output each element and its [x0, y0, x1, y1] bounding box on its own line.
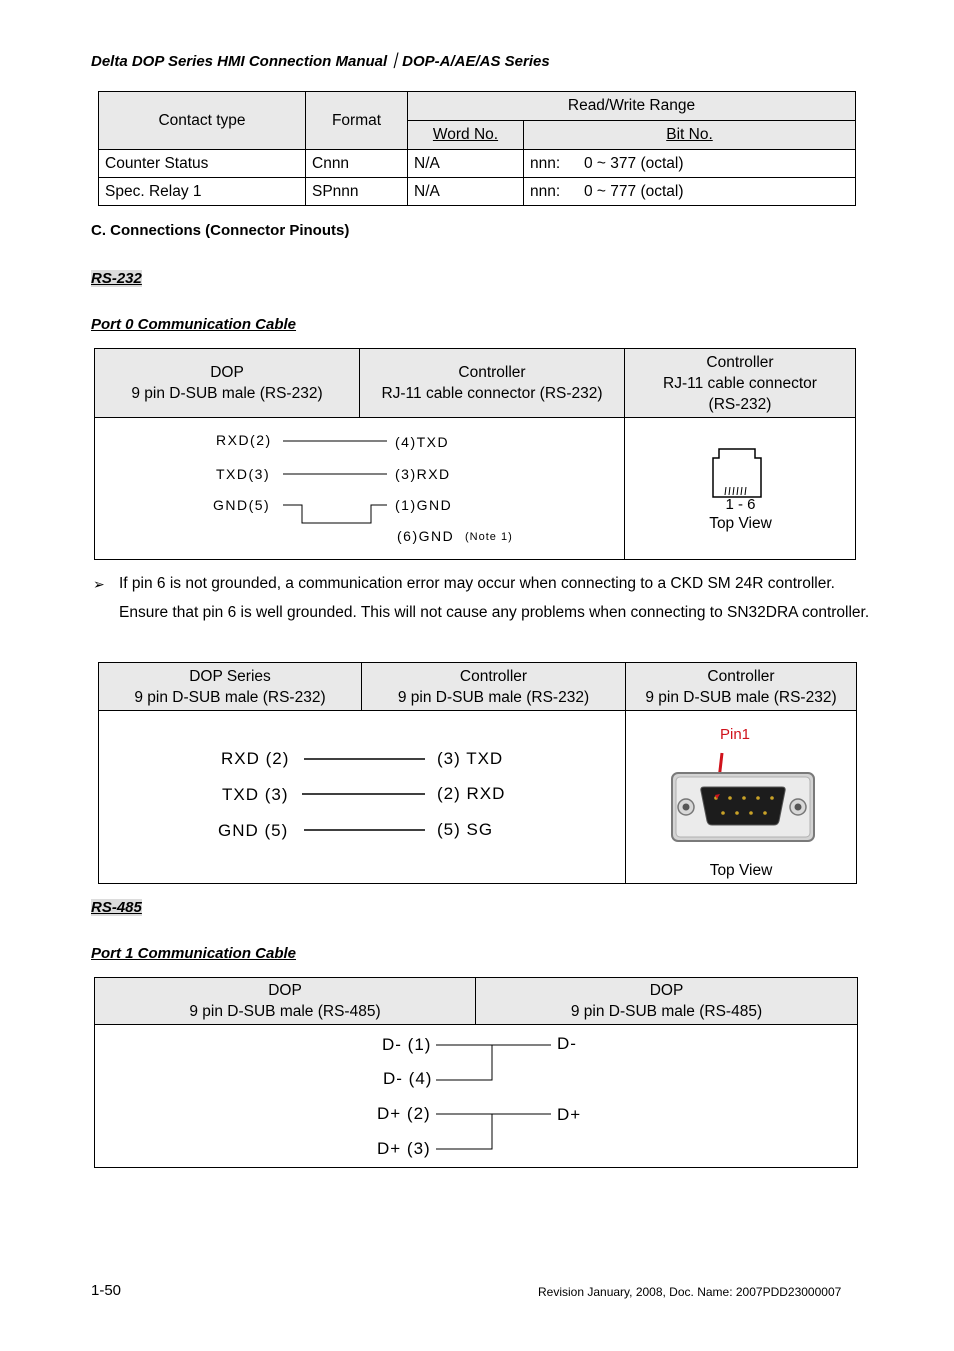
table-row [99, 150, 856, 178]
rj11-connector-icon [711, 447, 763, 499]
page-header: Delta DOP Series HMI Connection Manual｜DOP-A/AE/AS Series [91, 53, 550, 70]
header-line: (RS-232) [708, 395, 772, 413]
revision-info: Revision January, 2008, Doc. Name: 2007PDD23000007 [538, 1285, 842, 1299]
port0-cable-table [94, 348, 856, 560]
col-contact-type: Contact type [99, 92, 306, 150]
cell-format: Cnnn [306, 150, 408, 178]
port1-cable-table [94, 977, 858, 1168]
cell-format: SPnnn [306, 178, 408, 206]
header-line: DOP [649, 982, 684, 999]
header-line: Controller [458, 364, 526, 381]
header-line: 9 pin D-SUB male (RS-485) [570, 1003, 763, 1020]
right-pin: (5) SG [437, 820, 494, 839]
header-line: Controller [707, 667, 775, 685]
right-pin: (4)TXD [395, 434, 450, 450]
header-line: RJ-11 cable connector (RS-232) [381, 385, 603, 402]
right-pin: (2) RXD [437, 784, 506, 803]
left-pin: RXD(2) [216, 432, 272, 448]
rj11-top-view-label: Top View [709, 515, 772, 532]
rj11-pin-range: 1 - 6 [725, 496, 756, 513]
left-pin: GND(5) [213, 497, 271, 513]
dsub-top-view-label: Top View [709, 862, 773, 879]
cell-bit [524, 178, 856, 206]
port0-wire-lines [95, 418, 625, 560]
page-number: 1-50 [91, 1282, 122, 1299]
right-pin: (1)GND [395, 497, 453, 513]
dsub-cable-table [98, 662, 857, 884]
dsub-wire-lines [99, 711, 626, 884]
cell-word: N/A [408, 178, 524, 206]
bit-range: 0 ~ 377 (octal) [584, 154, 684, 172]
bit-prefix: nnn: [530, 154, 561, 172]
left-pin: D- (1) [382, 1035, 432, 1054]
col-bit-no: Bit No. [524, 121, 856, 150]
left-pin: D- (4) [383, 1069, 433, 1088]
left-pin: D+ (3) [377, 1139, 431, 1158]
left-pin: D+ (2) [377, 1104, 431, 1123]
right-pin: (3)RXD [395, 466, 451, 482]
header-line: 9 pin D-SUB male (RS-232) [645, 688, 837, 706]
header-line: Controller [706, 353, 774, 371]
dsub-header-dop [99, 663, 362, 711]
header-line: 9 pin D-SUB male (RS-232) [131, 385, 323, 402]
rs232-heading: RS-232 [91, 270, 142, 287]
header-line: RJ-11 cable connector [663, 374, 817, 392]
port1-wire-lines [95, 1025, 859, 1168]
cell-contact: Spec. Relay 1 [99, 178, 306, 206]
dsub-header-controller-view [626, 663, 857, 711]
left-pin: GND (5) [218, 821, 289, 840]
header-line: 9 pin D-SUB male (RS-485) [189, 1003, 381, 1020]
cell-word: N/A [408, 150, 524, 178]
port1-header-left [95, 978, 476, 1025]
note-reference: (Note 1) [465, 531, 513, 543]
rj11-view-cell [625, 418, 856, 560]
header-line: DOP [268, 982, 302, 999]
table-row [99, 178, 856, 206]
header-line: 9 pin D-SUB male (RS-232) [397, 688, 590, 706]
cell-bit [524, 150, 856, 178]
section-heading-connections: C. Connections (Connector Pinouts) [91, 222, 350, 239]
left-pin: TXD(3) [216, 466, 271, 482]
dsub-wiring-cell [99, 711, 626, 884]
col-read-write-range: Read/Write Range [408, 92, 856, 121]
cell-contact: Counter Status [99, 150, 306, 178]
port0-header-dop [95, 349, 360, 418]
right-pin: (3) TXD [437, 749, 504, 768]
bit-range: 0 ~ 777 (octal) [584, 182, 684, 200]
left-pin: TXD (3) [222, 785, 289, 804]
left-pin: RXD (2) [221, 749, 290, 768]
port0-header-controller-view [625, 349, 856, 418]
right-pin: (6)GND [397, 528, 455, 544]
rs485-heading: RS-485 [91, 899, 142, 916]
port0-heading: Port 0 Communication Cable [91, 316, 297, 333]
bit-prefix: nnn: [530, 182, 561, 200]
port1-heading: Port 1 Communication Cable [91, 945, 297, 962]
header-line: DOP Series [189, 667, 271, 685]
pin1-label: Pin1 [720, 726, 751, 743]
right-pin: D- [557, 1034, 577, 1053]
port0-header-controller [360, 349, 625, 418]
grounding-note: If pin 6 is not grounded, a communication error may occur when connecting to a CKD SM 24R controller. Ensure that pin 6 is well grounded. This will not cause any problems when connecting to SN32DRA controller. [119, 575, 870, 621]
col-format: Format [306, 92, 408, 150]
contact-type-table [98, 91, 856, 206]
dsub-connector-icon [670, 749, 818, 849]
dsub-header-controller [362, 663, 626, 711]
header-line: 9 pin D-SUB male (RS-232) [134, 688, 326, 706]
port1-wiring-cell [95, 1025, 858, 1168]
dsub-view-cell [626, 711, 857, 884]
header-line: DOP [210, 364, 244, 381]
port0-wiring-cell [95, 418, 625, 560]
right-pin: D+ [557, 1105, 582, 1124]
col-word-no: Word No. [408, 121, 524, 150]
bullet-arrow-icon: ➢ [93, 576, 105, 592]
header-line: Controller [459, 667, 528, 685]
port1-header-right [476, 978, 858, 1025]
